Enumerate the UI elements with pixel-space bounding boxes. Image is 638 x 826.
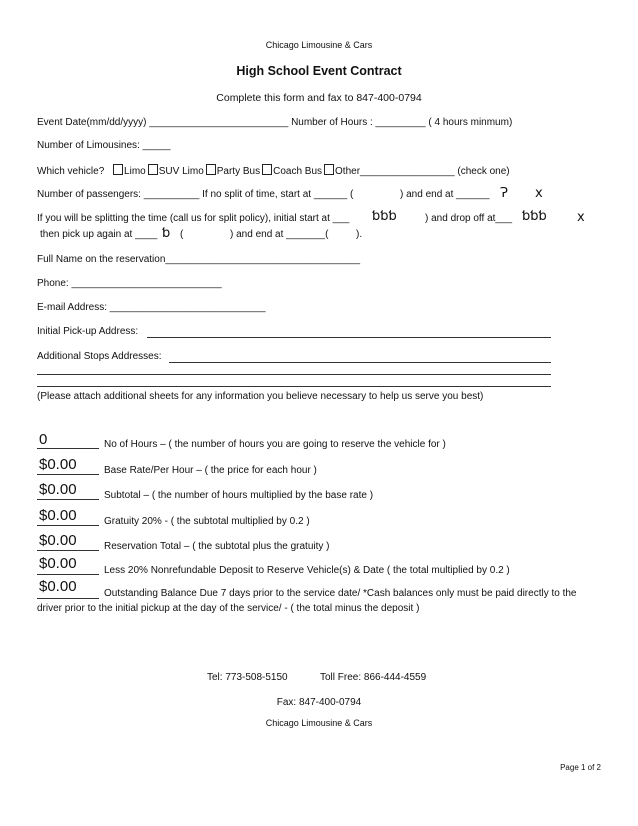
reservation-total-value: $0.00 [39,532,77,549]
footer-tollfree: Toll Free: 866-444-4559 [320,672,427,683]
hours-value: 0 [39,431,48,448]
vehicle-label: Which vehicle? [37,166,105,177]
num-limousines-line[interactable]: Number of Limousines: _____ [37,140,171,151]
subtotal-label: Subtotal – ( the number of hours multiplied by the base rate ) [104,490,374,501]
email-field[interactable]: E-mail Address: ____________________________ [37,302,266,313]
checkbox-limo[interactable] [113,164,123,175]
stops-field-3[interactable] [37,386,551,387]
vehicle-choice-line [37,164,510,177]
gratuity-value: $0.00 [39,507,77,524]
pickup-address-field[interactable] [147,337,551,338]
pickup-close: ). [356,229,363,240]
deposit-blank[interactable] [37,574,99,575]
h-mark: ƅ [162,226,171,241]
page-number: Page 1 of 2 [560,763,601,772]
footer-fax: Fax: 847-400-0794 [276,697,362,708]
checkbox-other[interactable] [324,164,334,175]
reservation-total-blank[interactable] [37,550,99,551]
end-at-field[interactable]: ) and end at ______ [400,189,490,200]
company-header: Chicago Limousine & Cars [265,40,373,50]
checkbox-coach-bus[interactable] [262,164,272,175]
balance-label-continued: driver prior to the initial pickup at the day of the service/ - ( the total minus the deposit ) [37,603,420,614]
full-name-field[interactable]: Full Name on the reservation___________________________________ [37,254,361,265]
stops-field-2[interactable] [37,374,551,375]
drop-off-field[interactable]: ) and drop off at___ [425,213,513,224]
option-limo: Limo [124,166,146,177]
gratuity-label: Gratuity 20% - ( the subtotal multiplied by 0.2 ) [104,516,310,527]
balance-label: Outstanding Balance Due 7 days prior to the service date/ *Cash balances only must be paid directly to the [104,588,577,599]
deposit-label: Less 20% Nonrefundable Deposit to Reserve Vehicle(s) & Date ( the total multiplied by 0.2 ) [104,565,510,576]
balance-value: $0.00 [39,578,77,595]
option-suv-limo: SUV Limo [158,166,204,177]
pickup-paren: ( [180,229,184,240]
hhh-mark: ƅƅƅ [522,209,547,224]
option-party-bus: Party Bus [216,166,261,177]
stops-field-1[interactable] [169,362,551,363]
ampm-mark: Ɂ [500,186,508,201]
footer-company: Chicago Limousine & Cars [265,718,373,728]
balance-blank[interactable] [37,598,99,599]
pickup-address-label: Initial Pick-up Address: [37,326,139,337]
base-rate-blank[interactable] [37,474,99,475]
page-title: High School Event Contract [236,64,402,78]
footer-tel: Tel: 773-508-5150 [207,672,288,683]
passengers-line[interactable]: Number of passengers: __________ If no split of time, start at ______ ( [37,189,354,200]
checkbox-suv-limo[interactable] [148,164,158,175]
split-policy-line[interactable]: If you will be splitting the time (call us for split policy), initial start at ___ [37,213,350,224]
base-rate-label: Base Rate/Per Hour – ( the price for each hour ) [104,465,317,476]
deposit-value: $0.00 [39,555,77,572]
option-other: Other [335,166,361,177]
reservation-total-label: Reservation Total – ( the subtotal plus the gratuity ) [104,541,330,552]
subtotal-blank[interactable] [37,499,99,500]
other-field[interactable]: _________________ (check one) [360,166,510,177]
stops-label: Additional Stops Addresses: [37,351,162,362]
subtotal-value: $0.00 [39,481,77,498]
checkbox-party-bus[interactable] [206,164,216,175]
pickup-again-field[interactable]: then pick up again at ____ [40,229,158,240]
x-mark: x [577,210,585,225]
phone-field[interactable]: Phone: ___________________________ [37,278,222,289]
hours-blank[interactable] [37,448,99,449]
gratuity-blank[interactable] [37,525,99,526]
hhh-mark: ƅƅƅ [372,209,397,224]
x-mark: x [535,186,543,201]
form-instruction: Complete this form and fax to 847-400-0794 [216,92,422,104]
event-date-line[interactable]: Event Date(mm/dd/yyyy) _________________________ Number of Hours : _________ ( 4 hours minmum) [37,117,513,128]
base-rate-value: $0.00 [39,456,77,473]
attach-note: (Please attach additional sheets for any information you believe necessary to help us serve you best) [37,391,484,402]
end-at-field-2[interactable]: ) and end at _______( [230,229,329,240]
option-coach-bus: Coach Bus [273,166,323,177]
hours-label: No of Hours – ( the number of hours you are going to reserve the vehicle for ) [104,439,446,450]
